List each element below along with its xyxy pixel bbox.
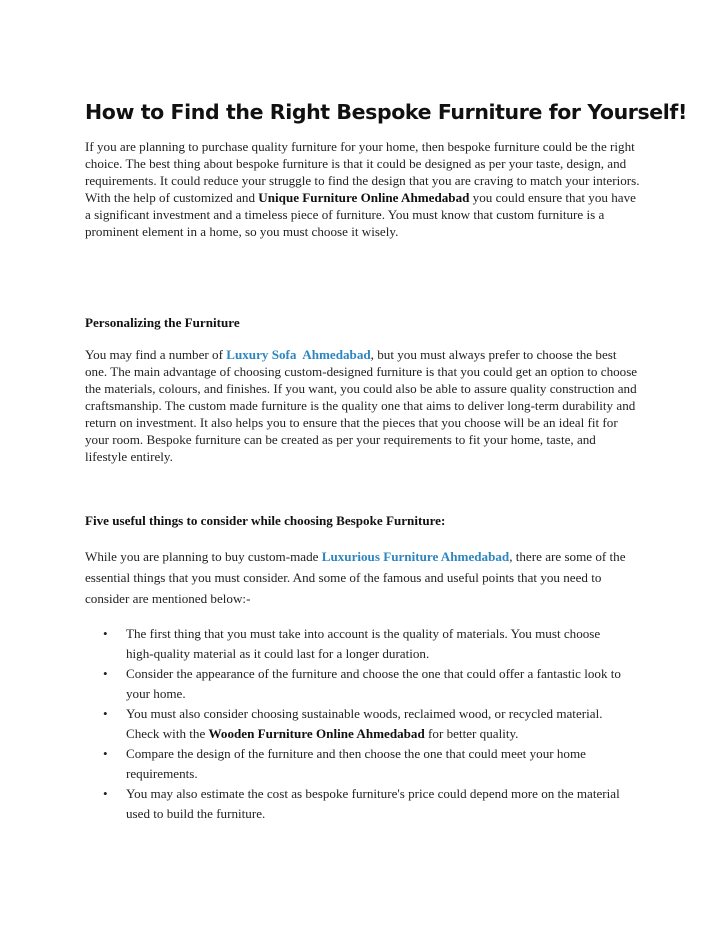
section2-text-before: While you are planning to buy custom-made [85, 549, 322, 564]
intro-paragraph [85, 138, 640, 240]
section-heading-five-things: Five useful things to consider while choosing Bespoke Furniture: [85, 513, 446, 528]
list-item-text: You may also estimate the cost as bespoke furniture's price could depend more on the material used to build the furniture. [126, 786, 620, 821]
bullet-icon: • [103, 786, 108, 801]
section2-text-after: , there are some of the essential things that you must consider. And some of the famous and useful points that you need to consider are mentioned below:- [85, 549, 626, 606]
list-item [85, 744, 630, 784]
list-item [85, 784, 630, 824]
bullet-icon: • [103, 746, 108, 761]
bullet-icon: • [103, 666, 108, 681]
section1-text-before: You may find a number of [85, 347, 227, 362]
section1-paragraph [85, 346, 640, 465]
intro-bold-text: Unique Furniture Online Ahmedabad [258, 190, 470, 205]
list-item-text: The first thing that you must take into account is the quality of materials. You must choose high-quality material as it could last for a longer duration. [126, 626, 601, 661]
section-heading-personalizing: Personalizing the Furniture [85, 315, 240, 330]
section1-text-after: , but you must always prefer to choose the best one. The main advantage of choosing custom-designed furniture is that you could get an option to choose the materials, colours, and finishes. If you want, you could also be able to assure quality construction and craftsmanship. The custom made furniture is the quality one that aims to deliver long-term durability and return on investment. It also helps you to ensure that the pieces that you choose will be an ideal fit for your room. Bespoke furniture can be created as per your requirements to fit your home, taste, and lifestyle entirely. [85, 347, 638, 464]
intro-text-after: you could ensure that you have a significant investment and a timeless piece of furniture. You must know that custom furniture is a prominent element in a home, so you must choose it wisely. [85, 190, 636, 239]
list-item-bold-text: Wooden Furniture Online Ahmedabad [208, 726, 425, 741]
section2-paragraph [85, 546, 645, 609]
bullet-icon: • [103, 706, 108, 721]
list-item-text: Consider the appearance of the furniture and choose the one that could offer a fantastic look to your home. [126, 666, 621, 701]
list-item [85, 664, 630, 704]
list-item-text: Compare the design of the furniture and then choose the one that could meet your home requirements. [126, 746, 586, 781]
list-item-text-before: You must also consider choosing sustainable woods, reclaimed wood, or recycled material. Check with the [126, 706, 603, 741]
list-item-text-after: for better quality. [424, 726, 519, 741]
luxury-sofa-link[interactable]: Luxury Sofa Ahmedabad [226, 347, 371, 362]
luxurious-furniture-link[interactable]: Luxurious Furniture Ahmedabad [321, 549, 510, 564]
intro-text-before: If you are planning to purchase quality furniture for your home, then bespoke furniture could be the right choice. The best thing about bespoke furniture is that it could be designed as per your taste, design, and requirements. It could reduce your struggle to find the design that you are craving to match your interiors. With the help of customized and [85, 139, 640, 205]
list-item [85, 624, 630, 664]
page-title: How to Find the Right Bespoke Furniture for Yourself! [85, 100, 687, 124]
list-item [85, 704, 630, 744]
bullet-icon: • [103, 626, 108, 641]
considerations-list [85, 624, 630, 824]
